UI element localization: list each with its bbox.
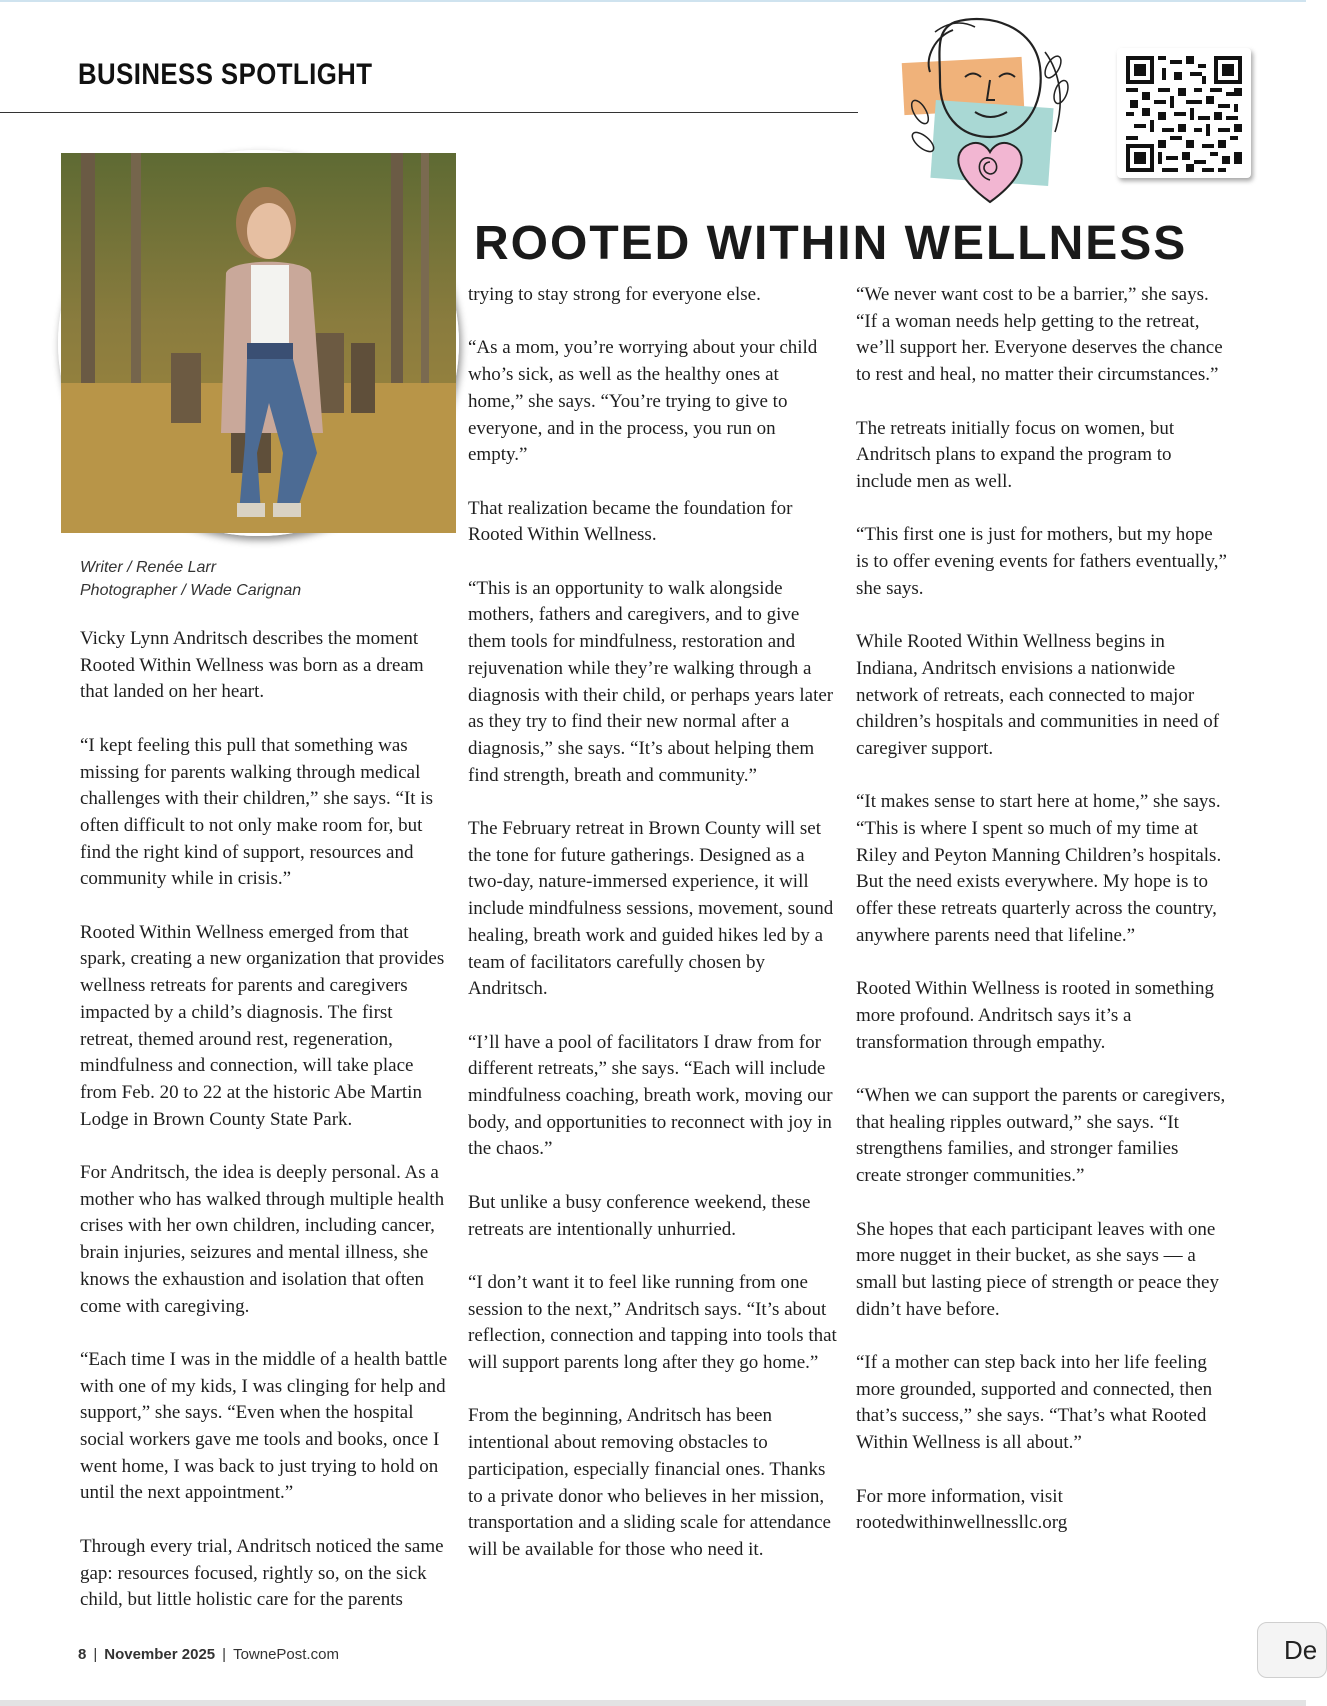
footer-separator: |	[222, 1646, 227, 1663]
paragraph: For more information, visit rootedwithinwellnessllc.org	[856, 1485, 1068, 1534]
paragraph: Rooted Within Wellness is rooted in something more profound. Andritsch says it’s a transformation through empathy.	[856, 978, 1214, 1053]
paragraph: But unlike a busy conference weekend, these retreats are intentionally unhurried.	[468, 1191, 811, 1240]
paragraph: Rooted Within Wellness emerged from that spark, creating a new organization that provides wellness retreats for parents and caregivers impacted by a child’s diagnosis. The first retreat, themed around rest, regeneration, mindfulness and connection, will take place from Feb. 20 to 22 at the historic Abe Martin Lodge in Brown County State Park.	[80, 921, 445, 1130]
wellness-logo	[895, 12, 1085, 212]
site-name: TownePost.com	[233, 1646, 339, 1663]
paragraph: “I don’t want it to feel like running from one session to the next,” Andritsch says. “It’s about reflection, connection and tapping into tools that will support parents long after they go home.”	[468, 1271, 837, 1374]
portrait-photo	[58, 150, 459, 536]
section-label: BUSINESS SPOTLIGHT	[78, 58, 373, 91]
paragraph: “If a mother can step back into her life feeling more grounded, supported and connected, then that’s success,” she says. “That’s what Rooted Within Wellness is all about.”	[856, 1352, 1213, 1454]
viewer-nav-tab[interactable]: De	[1257, 1622, 1327, 1678]
photographer-credit: Photographer / Wade Carignan	[80, 582, 302, 599]
page-footer	[78, 1646, 339, 1663]
paragraph: “This first one is just for mothers, but my hope is to offer evening events for fathers eventually,” she says.	[856, 524, 1227, 599]
paragraph: While Rooted Within Wellness begins in Indiana, Andritsch envisions a nationwide network of retreats, each connected to major children’s hospitals and communities in need of caregiver support.	[856, 631, 1220, 759]
paragraph: “This is an opportunity to walk alongside mothers, fathers and caregivers, and to give them tools for mindfulness, restoration and rejuvenation while they’re walking through a diagnosis with their child, or perhaps years later as they try to find their new normal after a diagnosis,” she says. “It’s about helping them find strength, breath and community.”	[468, 577, 834, 786]
issue-date: November 2025	[104, 1646, 216, 1663]
article-column-3	[856, 282, 1228, 1564]
footer-separator: |	[93, 1646, 98, 1663]
paragraph: That realization became the foundation for Rooted Within Wellness.	[468, 497, 793, 546]
article-column-2	[468, 282, 838, 1590]
paragraph: From the beginning, Andritsch has been intentional about removing obstacles to participation, especially financial ones. Thanks to a private donor who believes in her mission, transportation and a sliding scale for attendance will be available for those who need it.	[468, 1405, 831, 1560]
section-rule	[0, 112, 858, 113]
writer-credit: Writer / Renée Larr	[80, 559, 217, 576]
top-border	[0, 0, 1306, 2]
paragraph: For Andritsch, the idea is deeply personal. As a mother who has walked through multiple health crises with her own children, including cancer, brain injuries, seizures and mental illness, she knows the exhaustion and isolation that often come with caregiving.	[80, 1162, 445, 1317]
article-title: ROOTED WITHIN WELLNESS	[474, 217, 1188, 270]
paragraph: “When we can support the parents or caregivers, that healing ripples outward,” she says. “It strengthens families, and stronger families create stronger communities.”	[856, 1085, 1226, 1187]
paragraph: “We never want cost to be a barrier,” she says. “If a woman needs help getting to the retreat, we’ll support her. Everyone deserves the chance to rest and heal, no matter their circumstances.”	[856, 284, 1223, 386]
paragraph: She hopes that each participant leaves with one more nugget in their bucket, as she says — a small but lasting piece of strength or peace they didn’t have before.	[856, 1218, 1219, 1320]
article-column-1	[80, 626, 448, 1641]
paragraph: Through every trial, Andritsch noticed the same gap: resources focused, rightly so, on the sick child, but little holistic care for the parents	[80, 1535, 444, 1611]
paragraph: “It makes sense to start here at home,” she says. “This is where I spent so much of my time at Riley and Peyton Manning Children’s hospitals. But the need exists everywhere. My hope is to offer these retreats quarterly across the country, anywhere parents need that lifeline.”	[856, 791, 1222, 946]
paragraph: Vicky Lynn Andritsch describes the moment Rooted Within Wellness was born as a dream that landed on her heart.	[80, 628, 424, 703]
paragraph: “I’ll have a pool of facilitators I draw from for different retreats,” she says. “Each will include mindfulness coaching, breath work, moving our body, and opportunities to reconnect with joy in the chaos.”	[468, 1031, 833, 1160]
viewer-bottom-bar	[0, 1700, 1306, 1706]
paragraph: “As a mom, you’re worrying about your child who’s sick, as well as the healthy ones at home,” she says. “You’re trying to give to everyone, and in the process, you run on empty.”	[468, 337, 818, 466]
page-number: 8	[78, 1646, 87, 1663]
paragraph: The February retreat in Brown County will set the tone for future gatherings. Designed as a two-day, nature-immersed experience, it will include mindfulness sessions, movement, sound healing, breath work and guided hikes led by a team of facilitators carefully chosen by Andritsch.	[468, 818, 834, 1000]
paragraph: “Each time I was in the middle of a health battle with one of my kids, I was clinging for help and support,” she says. “Even when the hospital social workers gave me tools and books, once I went home, I was back to just trying to hold on until the next appointment.”	[80, 1348, 448, 1504]
paragraph: “I kept feeling this pull that something was missing for parents walking through medical challenges with their children,” she says. “It is often difficult to not only make room for, but find the right kind of support, resources and community while in crisis.”	[80, 734, 433, 890]
paragraph: The retreats initially focus on women, but Andritsch plans to expand the program to include men as well.	[856, 417, 1175, 492]
qr-code[interactable]	[1117, 48, 1251, 178]
paragraph: trying to stay strong for everyone else.	[468, 284, 761, 305]
credits	[80, 556, 301, 602]
